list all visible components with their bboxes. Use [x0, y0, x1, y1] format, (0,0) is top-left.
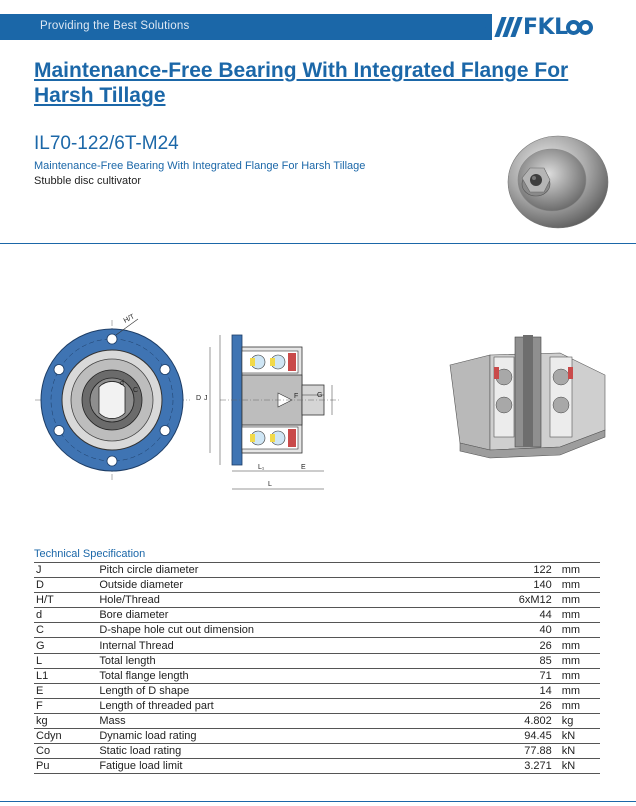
spec-symbol: d — [34, 608, 97, 623]
divider-top — [0, 243, 636, 244]
spec-symbol: E — [34, 683, 97, 698]
spec-value: 122 — [399, 563, 560, 578]
spec-description: Internal Thread — [97, 638, 399, 653]
spec-unit: mm — [560, 698, 600, 713]
spec-description: Dynamic load rating — [97, 729, 399, 744]
label-L1: L₁ — [258, 464, 265, 471]
spec-description: Length of D shape — [97, 683, 399, 698]
cutaway-view-drawing — [450, 335, 605, 458]
spec-heading: Technical Specification — [34, 548, 146, 560]
table-row — [34, 593, 600, 608]
spec-unit: kg — [560, 713, 600, 728]
label-L: L — [268, 481, 272, 488]
table-row — [34, 578, 600, 593]
table-row — [34, 563, 600, 578]
logo-rings-icon — [569, 20, 593, 35]
spec-unit: mm — [560, 563, 600, 578]
product-model: IL70-122/6T-M24 — [34, 133, 179, 154]
spec-description: Pitch circle diameter — [97, 563, 399, 578]
label-ht: H/T — [122, 313, 136, 325]
spec-description: Total flange length — [97, 668, 399, 683]
spec-description: Mass — [97, 713, 399, 728]
spec-description: Static load rating — [97, 744, 399, 759]
spec-unit: mm — [560, 683, 600, 698]
table-row — [34, 744, 600, 759]
spec-value: 14 — [399, 683, 560, 698]
spec-unit: mm — [560, 608, 600, 623]
table-row — [34, 713, 600, 728]
spec-symbol: L1 — [34, 668, 97, 683]
label-G: G — [317, 392, 323, 399]
spec-value: 85 — [399, 653, 560, 668]
table-row — [34, 729, 600, 744]
label-J: J — [204, 395, 208, 402]
spec-value: 3.271 — [399, 759, 560, 774]
spec-description: Length of threaded part — [97, 698, 399, 713]
table-row — [34, 653, 600, 668]
spec-value: 44 — [399, 608, 560, 623]
spec-unit: kN — [560, 744, 600, 759]
spec-unit: mm — [560, 653, 600, 668]
spec-unit: mm — [560, 638, 600, 653]
spec-symbol: D — [34, 578, 97, 593]
spec-table — [34, 562, 600, 774]
label-F: F — [294, 393, 299, 400]
table-row — [34, 668, 600, 683]
spec-value: 4.802 — [399, 713, 560, 728]
spec-description: Bore diameter — [97, 608, 399, 623]
spec-description: Outside diameter — [97, 578, 399, 593]
spec-unit: mm — [560, 593, 600, 608]
spec-value: 26 — [399, 638, 560, 653]
spec-value: 40 — [399, 623, 560, 638]
table-row — [34, 608, 600, 623]
label-c: C — [133, 387, 139, 394]
header-band-slash — [480, 14, 492, 40]
front-view-drawing — [35, 313, 190, 480]
product-title: Maintenance-Free Bearing With Integrated Flange For Harsh Tillage — [34, 59, 569, 107]
spec-value: 140 — [399, 578, 560, 593]
spec-symbol: L — [34, 653, 97, 668]
label-d-small: d — [120, 380, 124, 387]
spec-description: Total length — [97, 653, 399, 668]
spec-symbol: F — [34, 698, 97, 713]
spec-unit: kN — [560, 729, 600, 744]
product-subtitle: Maintenance-Free Bearing With Integrated Flange For Harsh Tillage — [34, 160, 366, 172]
table-row — [34, 638, 600, 653]
spec-symbol: Cdyn — [34, 729, 97, 744]
spec-symbol: J — [34, 563, 97, 578]
spec-value: 71 — [399, 668, 560, 683]
spec-symbol: kg — [34, 713, 97, 728]
divider-bottom — [0, 801, 636, 802]
spec-description: Fatigue load limit — [97, 759, 399, 774]
spec-symbol: Co — [34, 744, 97, 759]
spec-value: 94.45 — [399, 729, 560, 744]
spec-value: 26 — [399, 698, 560, 713]
spec-symbol: Pu — [34, 759, 97, 774]
spec-unit: mm — [560, 623, 600, 638]
fkl-logo — [498, 11, 593, 43]
tagline: Providing the Best Solutions — [40, 20, 190, 32]
spec-symbol: H/T — [34, 593, 97, 608]
label-D: D — [196, 395, 202, 402]
table-row — [34, 623, 600, 638]
product-photo — [500, 128, 610, 233]
spec-unit: kN — [560, 759, 600, 774]
table-row — [34, 683, 600, 698]
spec-description: Hole/Thread — [97, 593, 399, 608]
spec-symbol: G — [34, 638, 97, 653]
logo-text: FKL — [523, 14, 568, 40]
spec-unit: mm — [560, 668, 600, 683]
side-view-drawing — [196, 335, 340, 489]
spec-unit: mm — [560, 578, 600, 593]
table-row — [34, 759, 600, 774]
spec-value: 6xM12 — [399, 593, 560, 608]
product-application: Stubble disc cultivator — [34, 175, 141, 187]
spec-description: D-shape hole cut out dimension — [97, 623, 399, 638]
table-row — [34, 698, 600, 713]
spec-symbol: C — [34, 623, 97, 638]
technical-drawing — [20, 305, 620, 505]
label-E: E — [301, 464, 306, 471]
spec-value: 77.88 — [399, 744, 560, 759]
logo-stripes-icon — [498, 17, 519, 37]
